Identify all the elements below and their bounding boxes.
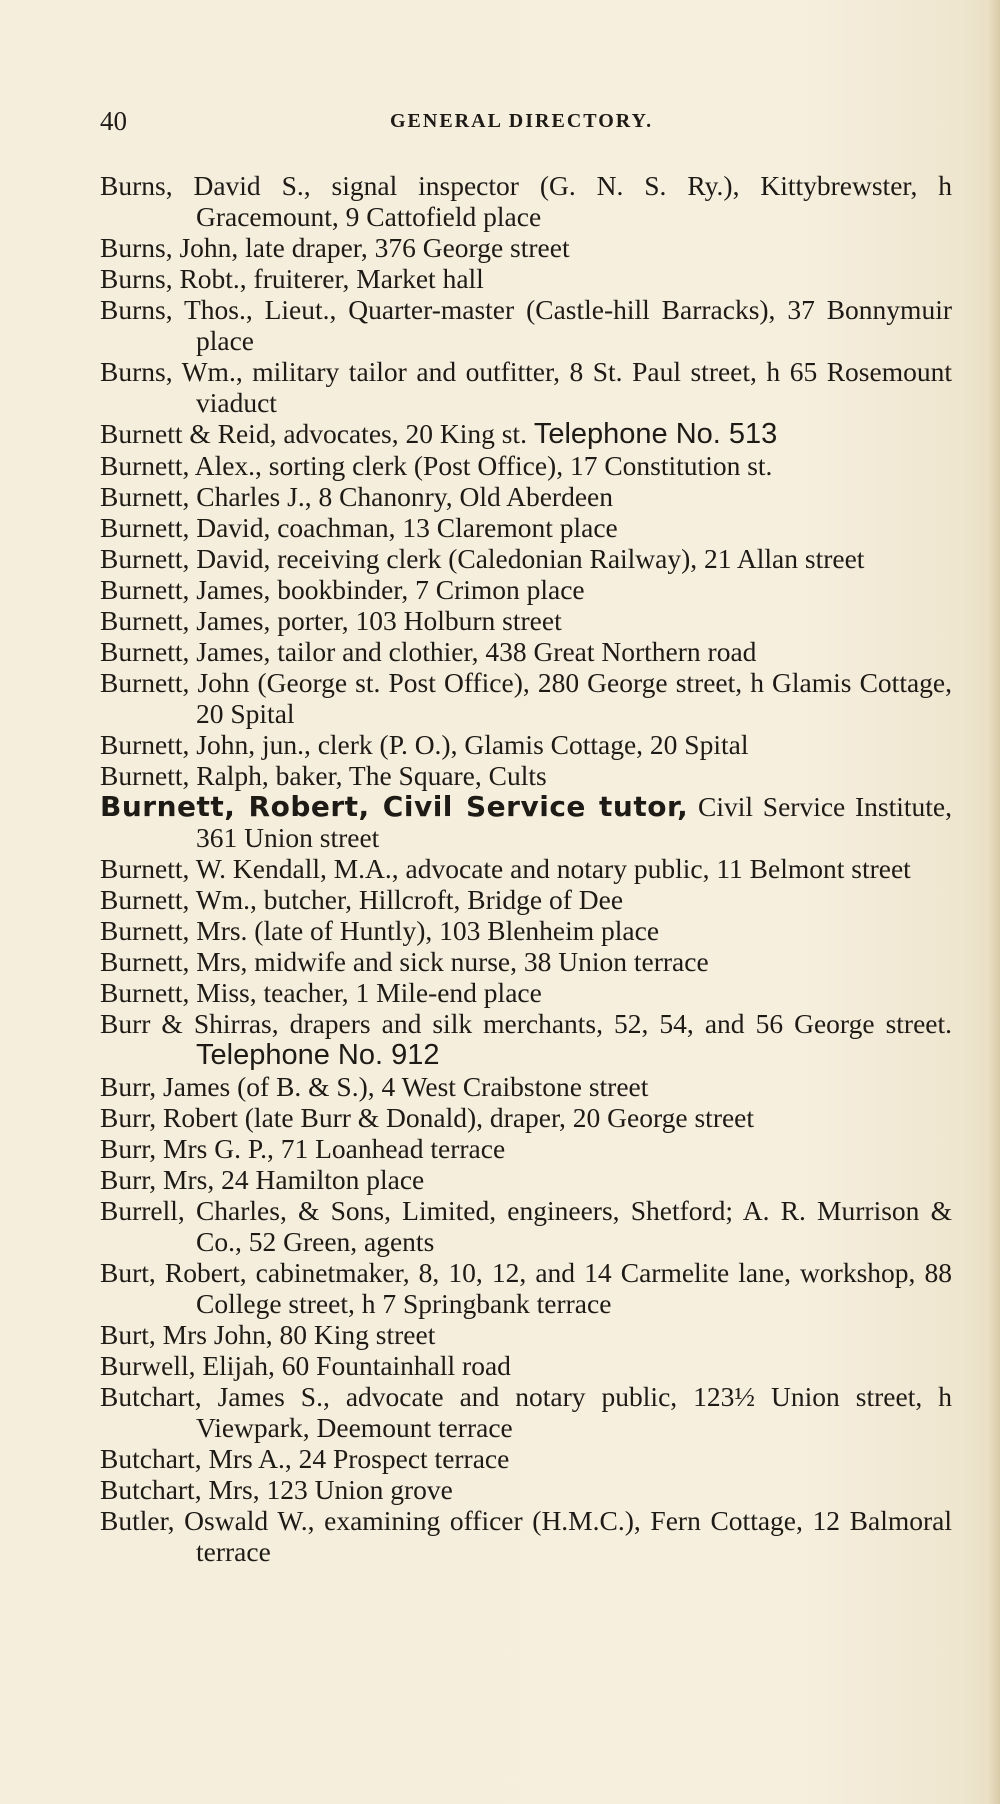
entry-text: Burnett, David, coachman, 13 Claremont place: [100, 512, 618, 543]
entry-text: Burnett, Alex., sorting clerk (Post Office), 17 Constitution st.: [100, 450, 773, 481]
entry-text: Burnett, Ralph, baker, The Square, Cults: [100, 760, 547, 791]
entry-text: Burnett, W. Kendall, M.A., advocate and notary public, 11 Belmont street: [100, 853, 911, 884]
directory-entry: [100, 636, 952, 667]
directory-entry: [100, 170, 952, 232]
entry-text: Butchart, James S., advocate and notary public, 123½ Union street, h Viewpark, Deemount terrace: [100, 1381, 952, 1443]
entry-text: Burnett, James, tailor and clothier, 438 Great Northern road: [100, 636, 757, 667]
entry-text: Civil Service Institute, 361 Union street: [196, 791, 952, 853]
directory-entry: [100, 605, 952, 636]
directory-entry: [100, 232, 952, 263]
entry-text: Burnett, David, receiving clerk (Caledonian Railway), 21 Allan street: [100, 543, 865, 574]
directory-entry: [100, 1257, 952, 1319]
entry-text: Burnett, John, jun., clerk (P. O.), Glamis Cottage, 20 Spital: [100, 729, 749, 760]
entry-text: Burnett, James, porter, 103 Holburn street: [100, 605, 562, 636]
entry-text: Butchart, Mrs, 123 Union grove: [100, 1474, 453, 1505]
directory-entry: [100, 1164, 952, 1195]
directory-entry: [100, 418, 952, 450]
directory-entry: [100, 450, 952, 481]
directory-entries: [100, 170, 952, 1567]
entry-text: Burnett, Wm., butcher, Hillcroft, Bridge of Dee: [100, 884, 624, 915]
entry-text: Burr, Mrs G. P., 71 Loanhead terrace: [100, 1133, 506, 1164]
entry-text: Burr, Mrs, 24 Hamilton place: [100, 1164, 425, 1195]
entry-text: Burns, Wm., military tailor and outfitter, 8 St. Paul street, h 65 Rosemount viaduct: [100, 356, 952, 418]
entry-text: Burt, Robert, cabinetmaker, 8, 10, 12, and 14 Carmelite lane, workshop, 88 College street, h 7 Springbank terrace: [100, 1257, 952, 1319]
directory-entry: [100, 574, 952, 605]
entry-text: Burnett, Mrs. (late of Huntly), 103 Blenheim place: [100, 915, 660, 946]
telephone-number: Telephone No. 513: [533, 418, 778, 450]
directory-entry: [100, 915, 952, 946]
directory-entry: [100, 1443, 952, 1474]
page-number: 40: [100, 106, 127, 136]
entry-text: Burns, David S., signal inspector (G. N. S. Ry.), Kittybrewster, h Gracemount, 9 Cattofield place: [100, 170, 952, 232]
entry-text: Burt, Mrs John, 80 King street: [100, 1319, 436, 1350]
entry-text: Burnett, John (George st. Post Office), 280 George street, h Glamis Cottage, 20 Spital: [100, 667, 952, 729]
directory-entry: [100, 512, 952, 543]
directory-entry: [100, 946, 952, 977]
entry-text: Burnett & Reid, advocates, 20 King st.: [100, 418, 527, 449]
entry-text: Butchart, Mrs A., 24 Prospect terrace: [100, 1443, 510, 1474]
entry-text: Burns, Thos., Lieut., Quarter-master (Castle-hill Barracks), 37 Bonnymuir place: [100, 294, 952, 356]
directory-entry: [100, 977, 952, 1008]
running-head: GENERAL DIRECTORY.: [390, 110, 654, 132]
entry-text: Burwell, Elijah, 60 Fountainhall road: [100, 1350, 511, 1381]
directory-entry: [100, 356, 952, 418]
entry-text: Burr & Shirras, drapers and silk merchants, 52, 54, and 56 George street.: [100, 1008, 952, 1039]
directory-entry: [100, 1505, 952, 1567]
directory-entry: [100, 667, 952, 729]
entry-text: Burns, John, late draper, 376 George street: [100, 232, 570, 263]
entry-text: Burnett, James, bookbinder, 7 Crimon place: [100, 574, 585, 605]
directory-entry: [100, 1133, 952, 1164]
directory-entry: [100, 1008, 952, 1071]
directory-entry: [100, 543, 952, 574]
page-header: [100, 106, 950, 146]
entry-text: Burnett, Charles J., 8 Chanonry, Old Aberdeen: [100, 481, 613, 512]
directory-entry: [100, 760, 952, 791]
directory-entry: [100, 729, 952, 760]
directory-entry: [100, 1071, 952, 1102]
directory-entry: [100, 1350, 952, 1381]
directory-entry: [100, 1102, 952, 1133]
directory-entry: [100, 294, 952, 356]
entry-text: Burns, Robt., fruiterer, Market hall: [100, 263, 484, 294]
entry-bold-name: Burnett, Robert, Civil Service tutor,: [100, 790, 689, 823]
directory-entry: [100, 853, 952, 884]
directory-entry: [100, 481, 952, 512]
directory-entry: [100, 791, 952, 853]
entry-text: Burnett, Mrs, midwife and sick nurse, 38 Union terrace: [100, 946, 709, 977]
entry-text: Burrell, Charles, & Sons, Limited, engineers, Shetford; A. R. Murrison & Co., 52 Green, agents: [100, 1195, 952, 1257]
entry-text: Burr, Robert (late Burr & Donald), draper, 20 George street: [100, 1102, 755, 1133]
directory-entry: [100, 263, 952, 294]
entry-text: Burr, James (of B. & S.), 4 West Craibstone street: [100, 1071, 649, 1102]
directory-entry: [100, 1195, 952, 1257]
directory-entry: [100, 884, 952, 915]
directory-entry: [100, 1381, 952, 1443]
entry-text: Butler, Oswald W., examining officer (H.M.C.), Fern Cottage, 12 Balmoral terrace: [100, 1505, 952, 1567]
page-spine-edge: [986, 0, 1000, 1804]
entry-text: Burnett, Miss, teacher, 1 Mile-end place: [100, 977, 542, 1008]
telephone-number: Telephone No. 912: [196, 1039, 440, 1071]
directory-entry: [100, 1474, 952, 1505]
directory-entry: [100, 1319, 952, 1350]
